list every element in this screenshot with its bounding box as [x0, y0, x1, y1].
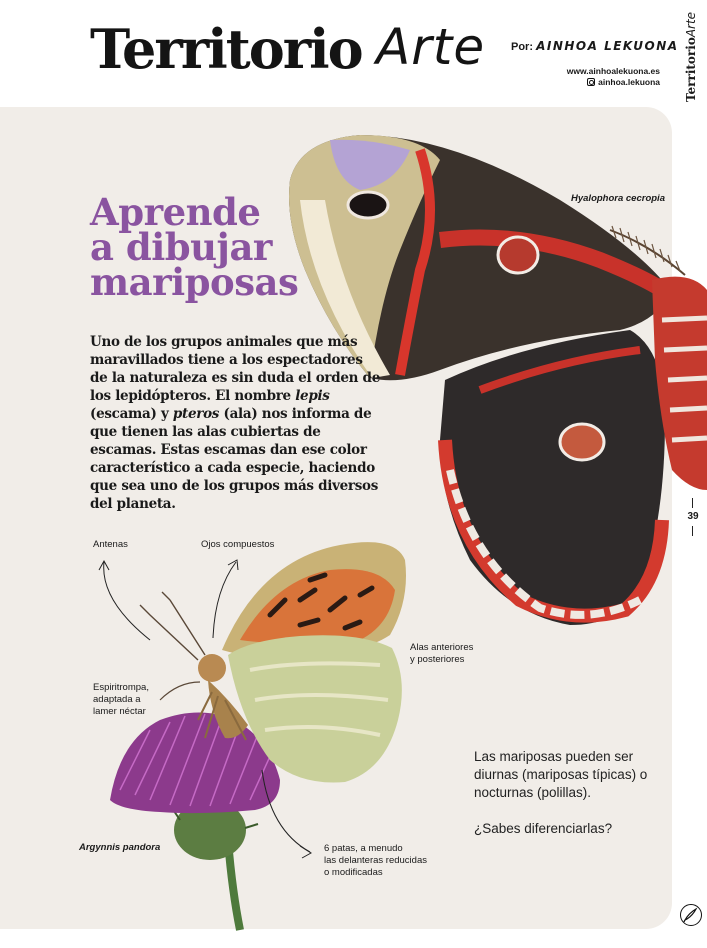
closing-question: ¿Sabes diferenciarlas?: [474, 821, 613, 836]
title-line: mariposas: [90, 260, 299, 304]
page-number: 39: [687, 511, 699, 522]
instagram-icon: [587, 78, 595, 86]
title-line: Aprende: [90, 190, 261, 234]
instagram-link[interactable]: [587, 77, 660, 87]
label-line: o modificadas: [324, 867, 383, 878]
intro-paragraph: [90, 333, 380, 513]
butterfly-species-caption: Argynnis pandora: [79, 842, 161, 853]
label-line: las delanteras reducidas: [324, 855, 427, 866]
closing-statement: Las mariposas pueden ser diurnas (mariposas típicas) o nocturnas (polillas).: [474, 749, 648, 800]
side-label-main: Territorio: [684, 37, 698, 102]
masthead-title: Territorio: [90, 17, 362, 81]
side-section-label: [684, 12, 698, 102]
byline-author: AINHOA LEKUONA: [536, 39, 679, 53]
label-line: y posteriores: [410, 654, 465, 665]
label-line: adaptada a: [93, 694, 141, 705]
thistle-illustration: [110, 713, 280, 931]
label-line: lamer néctar: [93, 706, 146, 717]
masthead-accent: Arte: [376, 18, 486, 76]
side-label-accent: Arte: [684, 11, 698, 38]
intro-text: Uno de los grupos animales que más maravillados tiene a los espectadores de la naturaleza es sin duda el orden de los lepidópteros. El nombre: [90, 334, 380, 404]
instagram-handle: ainhoa.lekuona: [598, 77, 660, 87]
label-compound-eyes: Ojos compuestos: [201, 539, 275, 550]
quill-icon: [680, 904, 702, 926]
website-link[interactable]: www.ainhoalekuona.es: [566, 66, 660, 76]
intro-text: (escama) y: [90, 406, 173, 422]
intro-term-lepis: lepis: [295, 388, 330, 404]
moth-species-caption: Hyalophora cecropia: [571, 193, 665, 204]
label-wings: [410, 642, 473, 666]
intro-text: (ala) nos informa de que tienen las alas cubiertas de escamas. Estas escamas dan ese color característico a cada especie, haciendo que sea uno de los grupos más diversos del planeta.: [90, 406, 379, 512]
closing-text: [474, 748, 664, 838]
label-line: Alas anteriores: [410, 642, 474, 653]
title-line: a dibujar: [90, 225, 272, 269]
label-line: 6 patas, a menudo: [324, 843, 403, 854]
label-proboscis: [93, 682, 149, 718]
page-number-rule-top: [692, 498, 693, 508]
label-line: Espiritrompa,: [93, 682, 149, 693]
page-number-rule-bottom: [692, 526, 693, 536]
article-title: [90, 190, 320, 304]
label-legs: [324, 843, 427, 879]
byline-prefix: Por:: [511, 41, 533, 53]
intro-term-pteros: pteros: [172, 406, 220, 422]
label-antennae: Antenas: [93, 539, 128, 550]
byline: [511, 39, 679, 53]
